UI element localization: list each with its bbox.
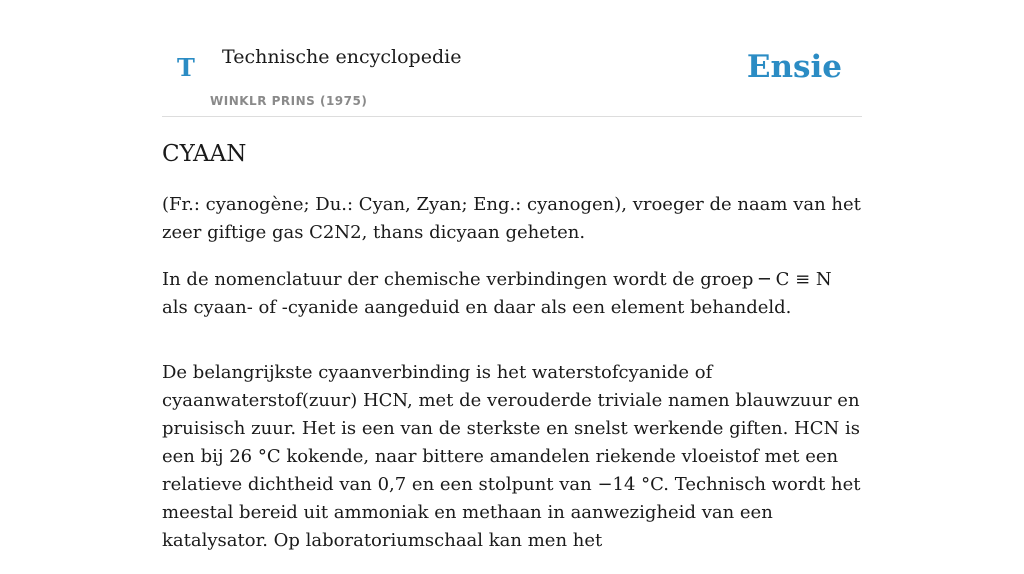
article-paragraph: (Fr.: cyanogène; Du.: Cyan, Zyan; Eng.: cyanogen), vroeger de naam van het zeer giftige gas C2N2, thans dicyaan geheten. [162, 193, 861, 243]
publication-title[interactable]: Technische encyclopedie [222, 46, 462, 68]
article-paragraph: De belangrijkste cyaanverbinding is het waterstofcyanide of cyaanwaterstof(zuur) HCN, met de verouderde triviale namen blauwzuur en pruisisch zuur. Het is een van de sterkste en snelst werkende giften. HCN is een bij 26 °C kokende, naar bittere amandelen riekende vloeistof met een relatieve dichtheid van 0,7 en een stolpunt van −14 °C. Technisch wordt het meestal bereid uit ammoniak en methaan in aanwezigheid van een katalysator. Op laboratoriumschaal kan men het [162, 361, 861, 551]
article-paragraph: In de nomenclatuur der chemische verbindingen wordt de groep ─ C ≡ N als cyaan- of -cyanide aangeduid en daar als een element behandeld. [162, 268, 832, 318]
article-content [162, 140, 862, 574]
header [162, 0, 862, 117]
brand-logo[interactable]: Ensie [746, 49, 842, 85]
article-title: CYAAN [162, 141, 247, 167]
publication-logo-icon[interactable]: T [177, 53, 195, 82]
publication-subtitle: WINKLR PRINS (1975) [210, 94, 368, 108]
